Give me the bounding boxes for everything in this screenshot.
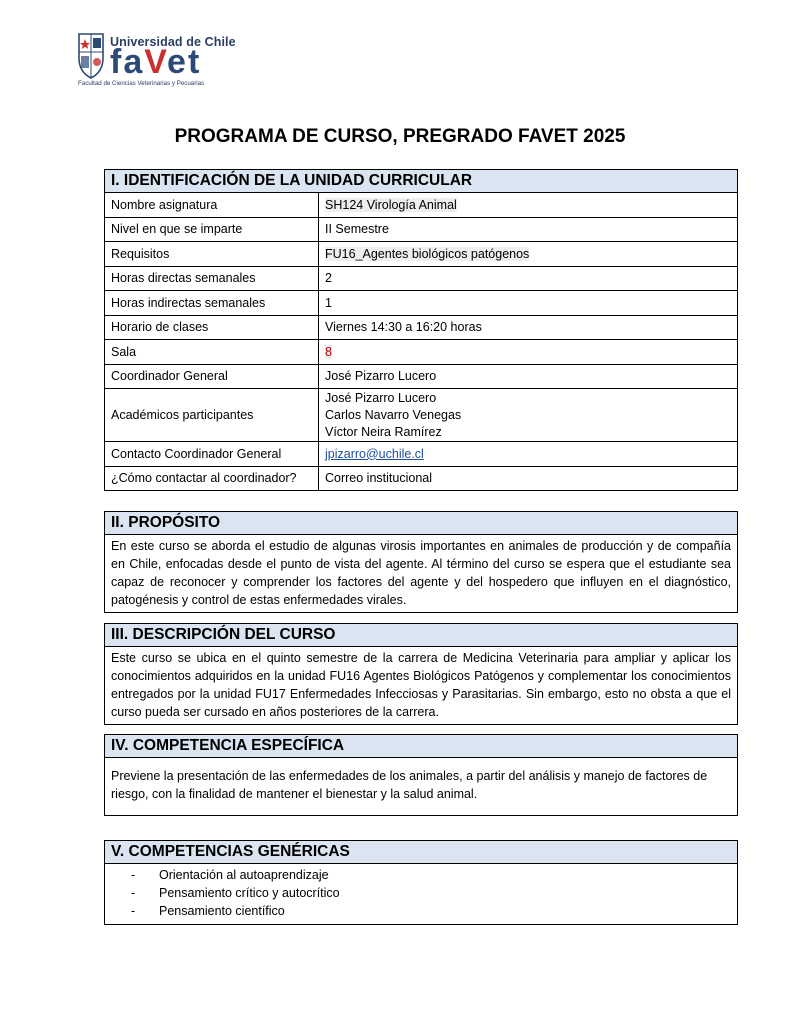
row-label: Nombre asignatura bbox=[105, 193, 319, 217]
table-row bbox=[105, 242, 737, 267]
section-identificacion bbox=[104, 169, 738, 491]
row-value: Correo institucional bbox=[319, 466, 738, 490]
row-value bbox=[319, 242, 738, 267]
section-text: Previene la presentación de las enfermedades de los animales, a partir del análisis y manejo de factores de riesgo, con la finalidad de mantener el bienestar y la salud animal. bbox=[111, 769, 708, 801]
university-name: Universidad de Chile bbox=[110, 35, 236, 49]
row-value: Viernes 14:30 a 16:20 horas bbox=[319, 315, 738, 340]
faculty-name: Facultad de Ciencias Veterinarias y Pecuarias bbox=[78, 80, 205, 87]
table-row bbox=[105, 266, 737, 291]
generic-competencies-list bbox=[105, 864, 737, 924]
row-value: 1 bbox=[319, 291, 738, 316]
course-name: SH124 Virología Animal bbox=[325, 197, 457, 212]
academic-name: Carlos Navarro Venegas bbox=[325, 407, 462, 422]
table-row bbox=[105, 466, 737, 490]
table-row bbox=[105, 291, 737, 316]
university-crest-icon bbox=[76, 28, 106, 80]
row-label: ¿Cómo contactar al coordinador? bbox=[105, 466, 319, 490]
coordinator-email-link[interactable]: jpizarro@uchile.cl bbox=[325, 446, 424, 461]
row-label: Académicos participantes bbox=[105, 389, 319, 442]
row-label: Nivel en que se imparte bbox=[105, 217, 319, 242]
table-row bbox=[105, 340, 737, 365]
section-title: II. PROPÓSITO bbox=[105, 512, 737, 535]
row-value bbox=[319, 389, 738, 442]
section-proposito bbox=[104, 511, 738, 613]
favet-wordmark: faVet bbox=[110, 43, 202, 81]
row-label: Horas indirectas semanales bbox=[105, 291, 319, 316]
room-value: 8 bbox=[325, 344, 332, 359]
row-label: Horario de clases bbox=[105, 315, 319, 340]
table-row bbox=[105, 193, 737, 217]
section-title: III. DESCRIPCIÓN DEL CURSO bbox=[105, 624, 737, 647]
table-row bbox=[105, 389, 737, 442]
row-label: Horas directas semanales bbox=[105, 266, 319, 291]
row-value: II Semestre bbox=[319, 217, 738, 242]
row-value bbox=[319, 442, 738, 467]
table-row bbox=[105, 442, 737, 467]
identification-table bbox=[105, 193, 737, 490]
academic-name: José Pizarro Lucero bbox=[325, 390, 437, 405]
row-label: Requisitos bbox=[105, 242, 319, 267]
list-item: - Pensamiento crítico y autocrítico bbox=[131, 884, 737, 902]
list-item: - Orientación al autoaprendizaje bbox=[131, 866, 737, 884]
page-title: PROGRAMA DE CURSO, PREGRADO FAVET 2025 bbox=[174, 126, 626, 147]
table-row bbox=[105, 217, 737, 242]
row-value bbox=[319, 193, 738, 217]
section-text: En este curso se aborda el estudio de algunas virosis importantes en animales de producción y de compañía en Chile, enfocadas desde el punto de vista del agente. Al término del curso se espera que el estudiante sea capaz de reconocer y comprender los factores del agente y del hospedero que influyen en el diagnóstico, patogénesis y control de estas enfermedades virales. bbox=[111, 539, 731, 607]
row-value: 2 bbox=[319, 266, 738, 291]
academic-name: Víctor Neira Ramírez bbox=[325, 424, 442, 439]
row-label: Coordinador General bbox=[105, 364, 319, 389]
section-descripcion bbox=[104, 623, 738, 725]
section-title: V. COMPETENCIAS GENÉRICAS bbox=[105, 841, 737, 864]
section-text: Este curso se ubica en el quinto semestre de la carrera de Medicina Veterinaria para ampliar y aplicar los conocimientos adquiridos en la unidad FU16 Agentes Biológicos Patógenos y complementar los conocimientos entregados por la unidad FU17 Enfermedades Infecciosas y Parasitarias. Sin embargo, esto no obsta a que el curso pueda ser cursado en años posteriores de la carrera. bbox=[111, 651, 731, 719]
favet-logo bbox=[76, 28, 236, 90]
section-title: IV. COMPETENCIA ESPECÍFICA bbox=[105, 735, 737, 758]
row-value: José Pizarro Lucero bbox=[319, 364, 738, 389]
row-value bbox=[319, 340, 738, 365]
section-title: I. IDENTIFICACIÓN DE LA UNIDAD CURRICULAR bbox=[105, 170, 737, 193]
table-row bbox=[105, 315, 737, 340]
requisite-value: FU16_Agentes biológicos patógenos bbox=[325, 246, 530, 261]
table-row bbox=[105, 364, 737, 389]
list-item: - Pensamiento científico bbox=[131, 902, 737, 920]
row-label: Contacto Coordinador General bbox=[105, 442, 319, 467]
section-competencia-especifica bbox=[104, 734, 738, 816]
section-competencias-genericas bbox=[104, 840, 738, 925]
row-label: Sala bbox=[105, 340, 319, 365]
